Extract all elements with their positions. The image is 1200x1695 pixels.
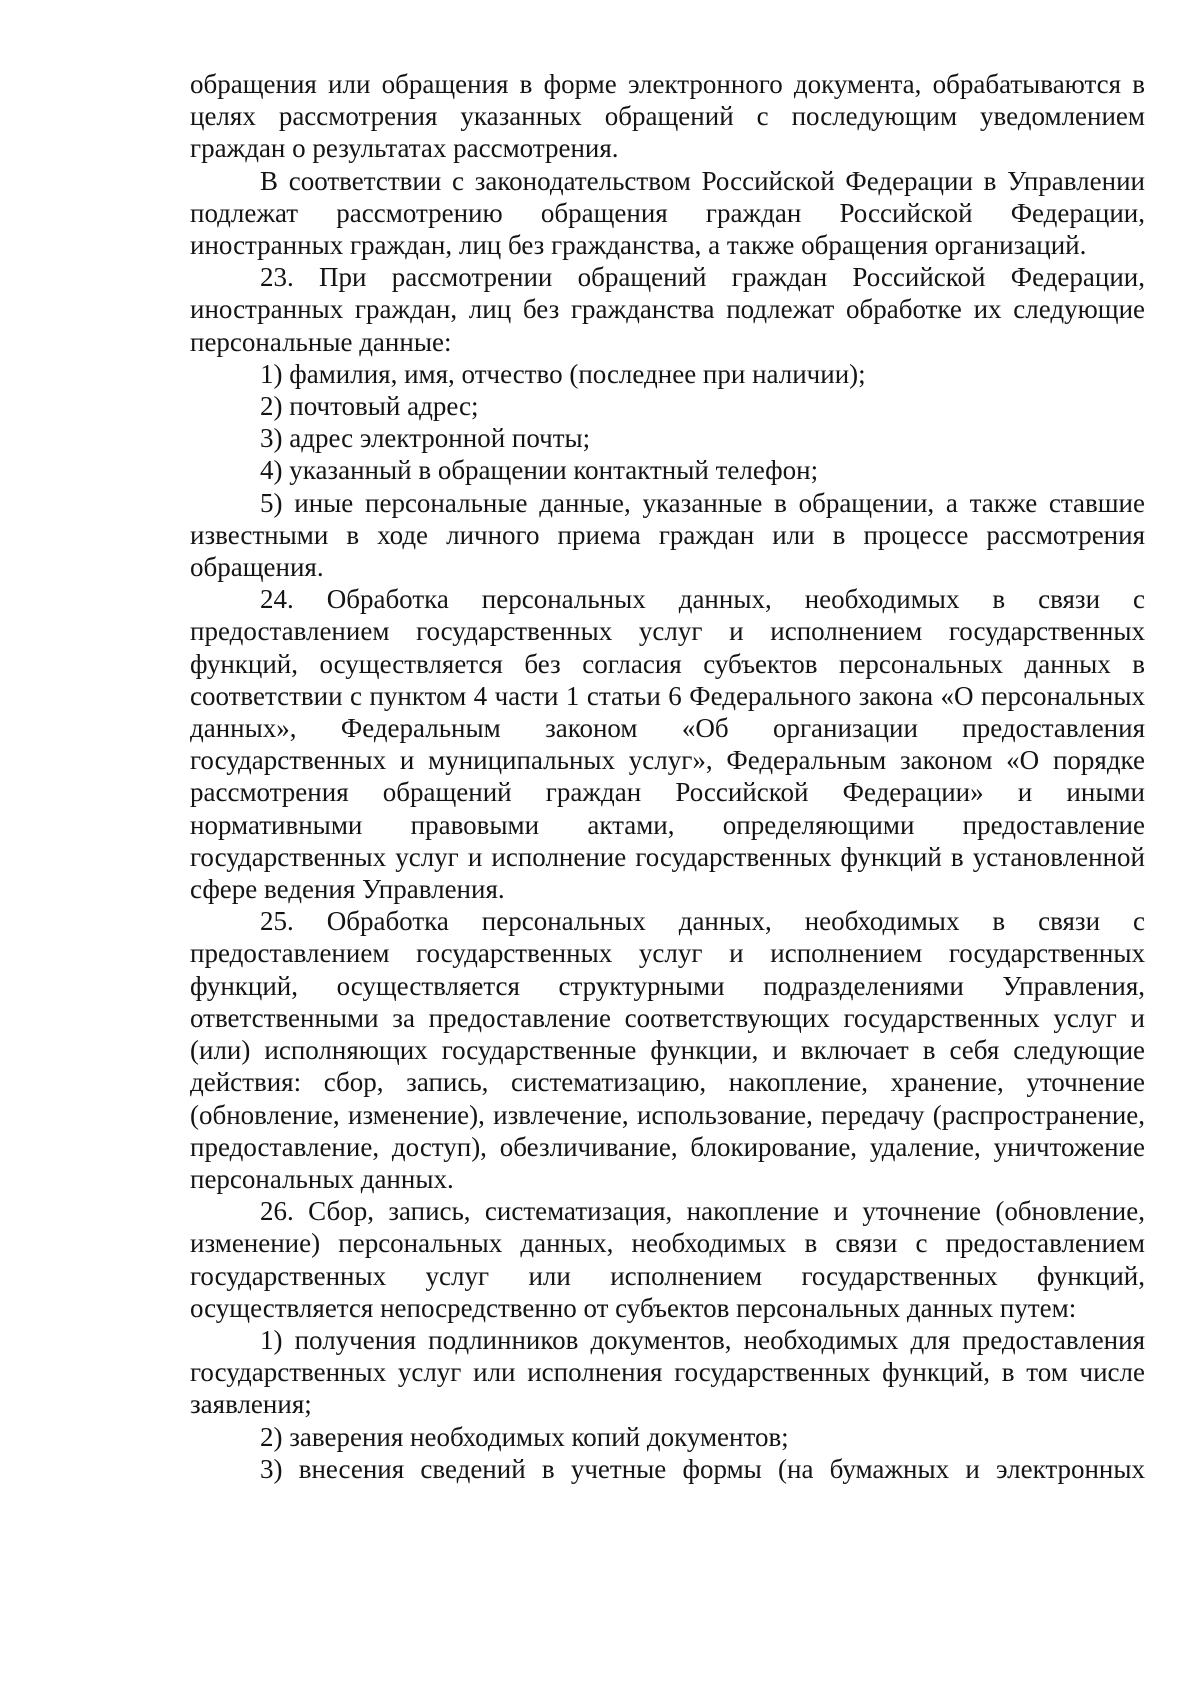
- paragraph-applications-scope: В соответствии с законодательством Российской Федерации в Управлении подлежат рассмотрению обращения граждан Российской Федерации, иностранных граждан, лиц без гражданства, а также обращения организаций.: [190, 165, 1145, 261]
- paragraph-26: 26. Сбор, запись, систематизация, накопление и уточнение (обновление, изменение) персональных данных, необходимых в связи с предоставлением государственных услуг или исполнением государственных функций, осуществляется непосредственно от субъектов персональных данных путем:: [190, 1196, 1145, 1323]
- paragraph-23: 23. При рассмотрении обращений граждан Российской Федерации, иностранных граждан, лиц без гражданства подлежат обработке их следующие персональные данные:: [190, 262, 1145, 357]
- list-item-26-3: 3) внесения сведений в учетные формы (на бумажных и электронных: [260, 1453, 1145, 1484]
- list-item-23-4: 4) указанный в обращении контактный телефон;: [260, 455, 819, 486]
- list-item-23-5: 5) иные персональные данные, указанные в обращении, а также ставшие известными в ходе личного приема граждан или в процессе рассмотрения обращения.: [190, 487, 1145, 583]
- paragraph-25: 25. Обработка персональных данных, необходимых в связи с предоставлением государственных услуг и исполнением государственных функций, осуществляется структурными подразделениями Управления, ответственными за предоставление соответствующих государственных услуг и (или) исполняющих государственные функции, и включает в себя следующие действия: сбор, запись, систематизацию, накопление, хранение, уточнение (обновление, изменение), извлечение, использование, передачу (распространение, предоставление, доступ), обезличивание, блокирование, удаление, уничтожение персональных данных.: [190, 906, 1145, 1194]
- list-item-26-1: 1) получения подлинников документов, необходимых для предоставления государственных услуг или исполнения государственных функций, в том числе заявления;: [190, 1324, 1145, 1420]
- document-body: [190, 68, 1145, 1485]
- list-item-23-1: 1) фамилия, имя, отчество (последнее при наличии);: [260, 358, 866, 389]
- list-item-26-2: 2) заверения необходимых копий документов;: [260, 1421, 789, 1452]
- list-item-23-3: 3) адрес электронной почты;: [260, 423, 591, 454]
- list-item-23-2: 2) почтовый адрес;: [260, 391, 479, 422]
- paragraph-continuation: обращения или обращения в форме электронного документа, обрабатываются в целях рассмотрения указанных обращений с последующим уведомлением граждан о результатах рассмотрения.: [190, 69, 1145, 164]
- paragraph-24: 24. Обработка персональных данных, необходимых в связи с предоставлением государственных услуг и исполнением государственных функций, осуществляется без согласия субъектов персональных данных в соответствии с пунктом 4 части 1 статьи 6 Федерального закона «О персональных данных», Федеральным законом «Об организации предоставления государственных и муниципальных услуг», Федеральным законом «О порядке рассмотрения обращений граждан Российской Федерации» и иными нормативными правовыми актами, определяющими предоставление государственных услуг и исполнение государственных функций в установленной сфере ведения Управления.: [190, 584, 1145, 905]
